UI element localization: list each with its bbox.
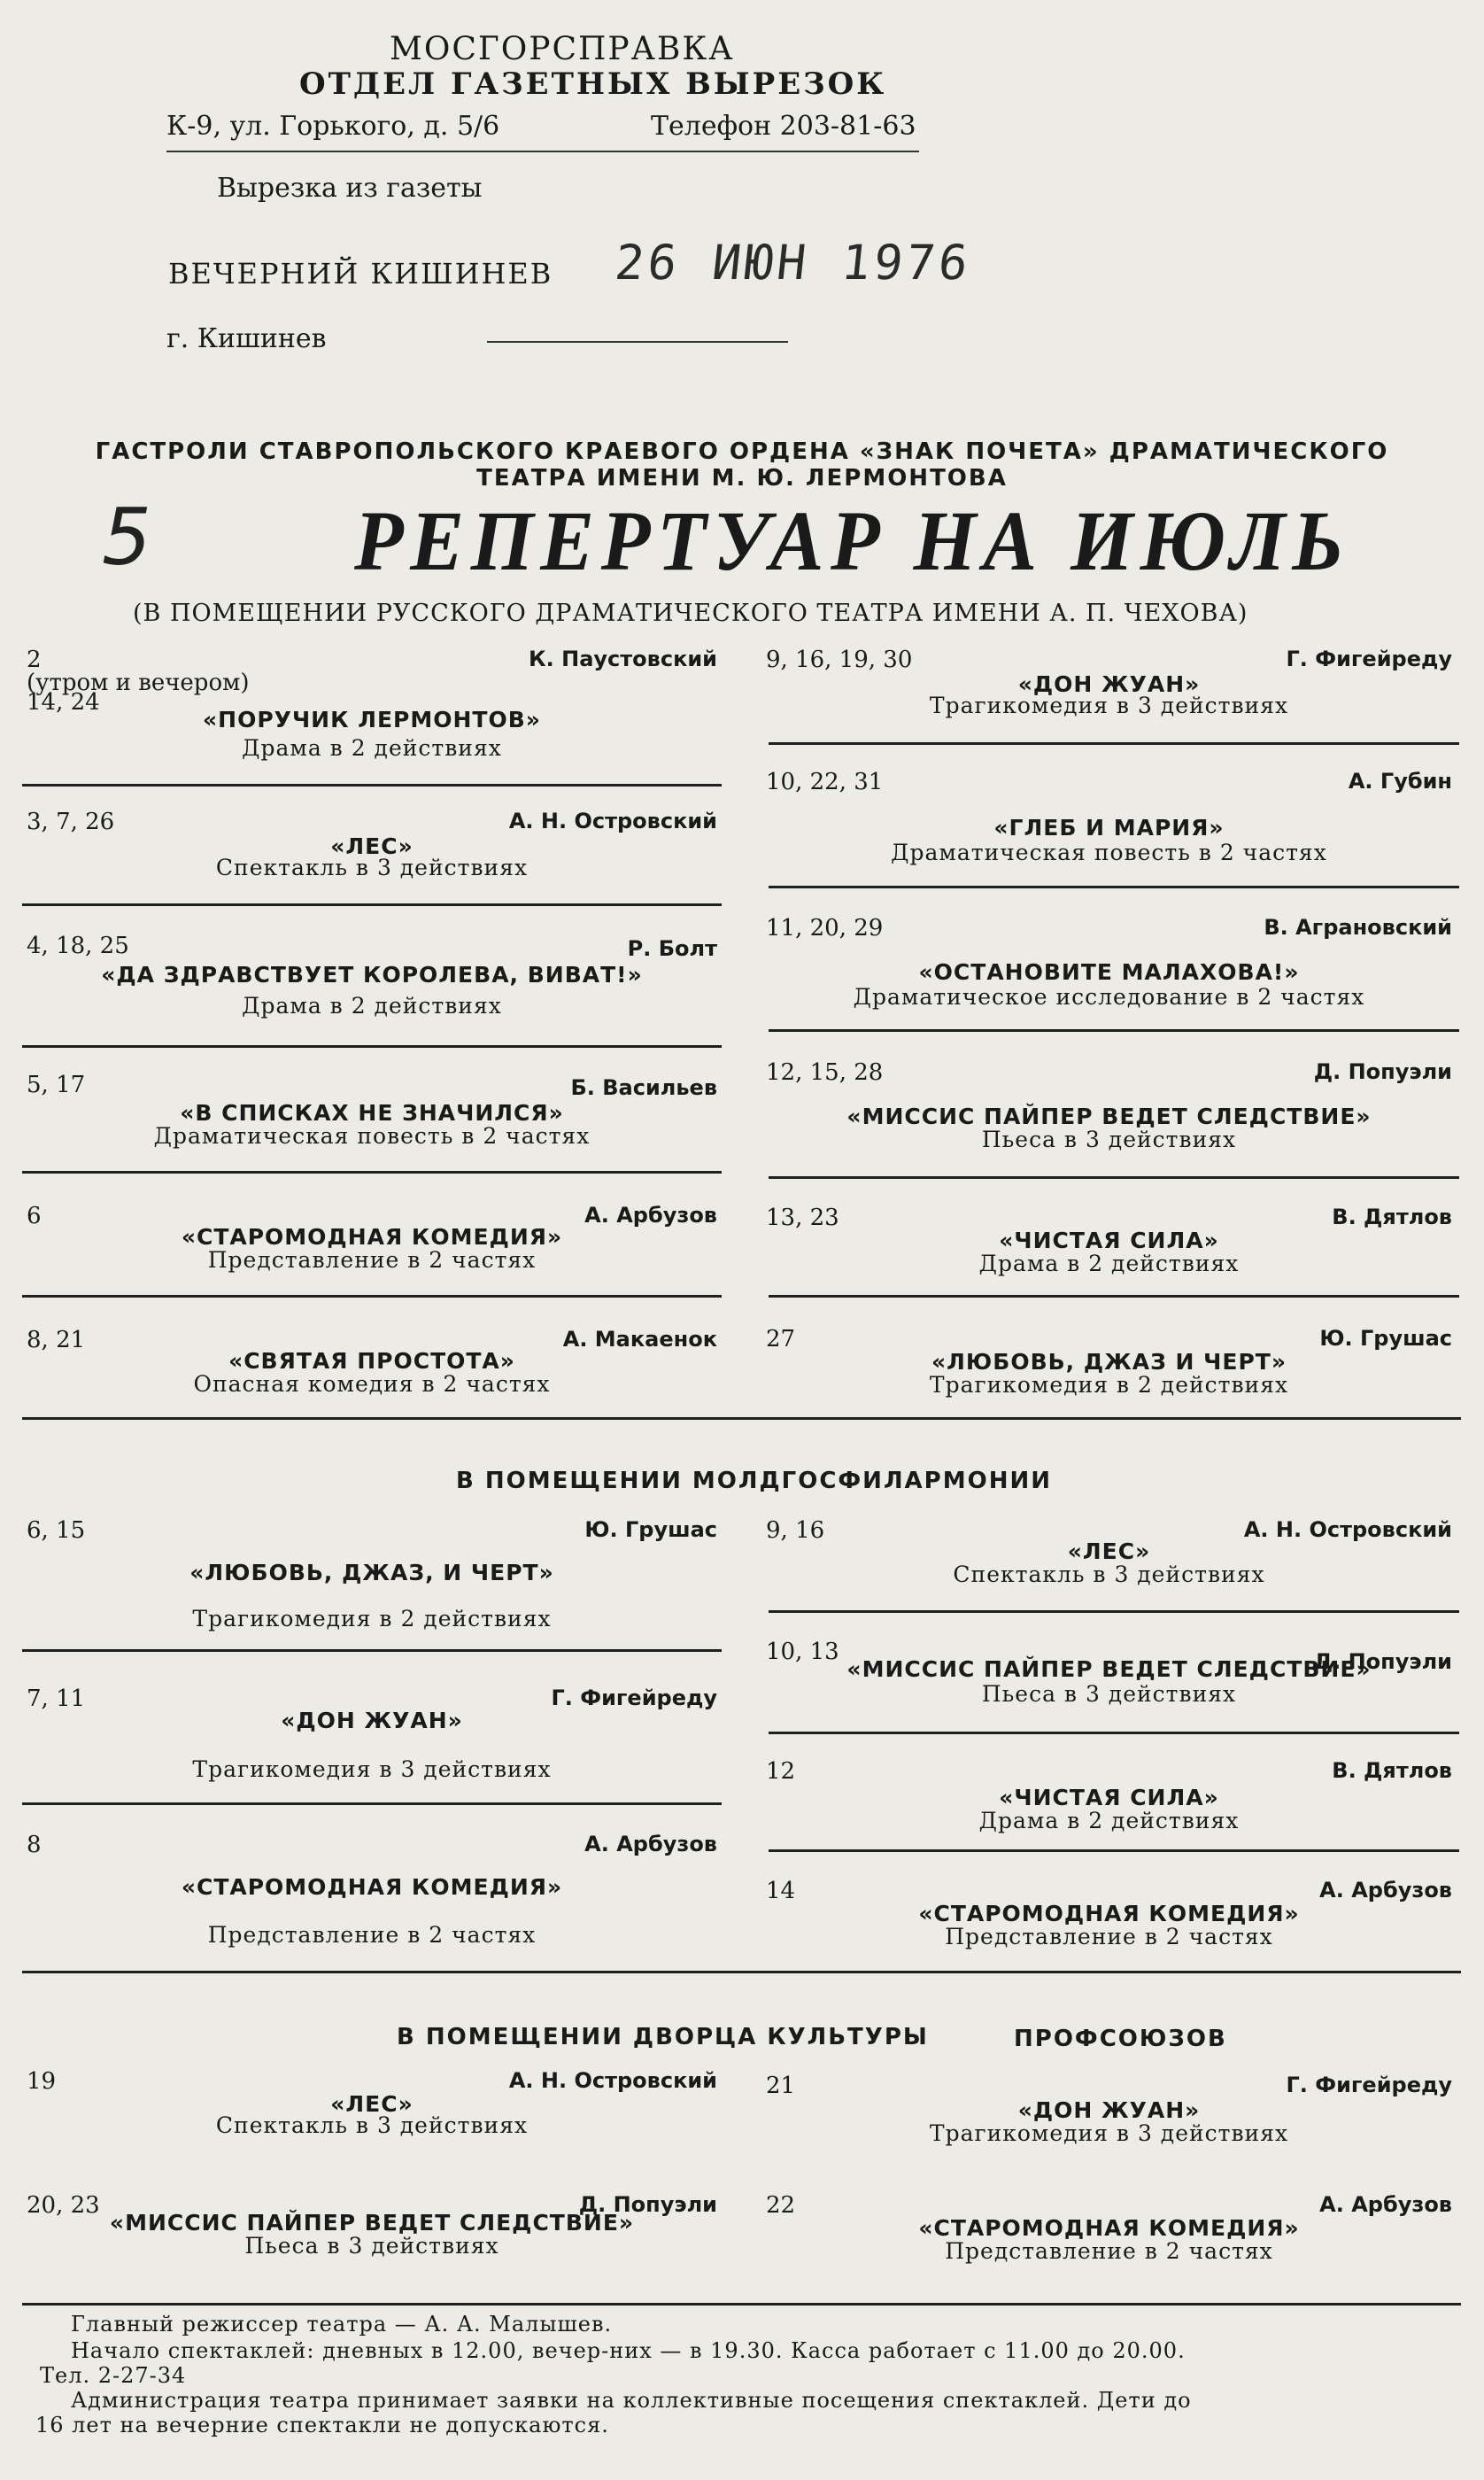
play-title: «ЛЕС» bbox=[1067, 1538, 1151, 1564]
venue-chekhov: (В ПОМЕЩЕНИИ РУССКОГО ДРАМАТИЧЕСКОГО ТЕАТРА ИМЕНИ А. П. ЧЕХОВА) bbox=[133, 600, 1248, 627]
section-divider bbox=[22, 2303, 1461, 2306]
phone: Телефон 203-81-63 bbox=[651, 111, 916, 142]
performance-dates: 22 bbox=[766, 2192, 796, 2219]
performance-dates: 2 bbox=[27, 647, 42, 673]
play-genre: Спектакль в 3 действиях bbox=[215, 855, 529, 880]
org-name: МОСГОРСПРАВКА bbox=[390, 31, 735, 67]
list-item bbox=[27, 2192, 717, 2298]
list-item bbox=[27, 1072, 717, 1178]
play-author: Г. Фигейреду bbox=[1286, 647, 1452, 671]
play-title: «В СПИСКАХ НЕ ЗНАЧИЛСЯ» bbox=[180, 1100, 564, 1126]
performance-dates: 12 bbox=[766, 1758, 796, 1785]
play-author: Д. Попуэли bbox=[1313, 1059, 1452, 1084]
performance-dates: 11, 20, 29 bbox=[766, 915, 884, 942]
play-author: Г. Фигейреду bbox=[551, 1686, 717, 1710]
divider bbox=[22, 1045, 722, 1048]
play-genre: Драматическая повесть в 2 частях bbox=[891, 840, 1327, 865]
performance-dates: 3, 7, 26 bbox=[27, 809, 115, 835]
play-author: А. Арбузов bbox=[584, 1832, 717, 1856]
play-title: «ДОН ЖУАН» bbox=[281, 1708, 463, 1733]
play-genre: Драма в 2 действиях bbox=[242, 735, 502, 761]
divider bbox=[22, 903, 722, 906]
divider bbox=[769, 1732, 1459, 1734]
list-item bbox=[27, 1686, 717, 1792]
performance-dates: 6 bbox=[27, 1203, 42, 1229]
performance-dates: 10, 22, 31 bbox=[766, 769, 884, 795]
play-genre: Представление в 2 частях bbox=[945, 1924, 1273, 1949]
list-item bbox=[766, 2192, 1452, 2298]
play-title: «ЛЕС» bbox=[330, 2091, 414, 2117]
performance-dates: 14 bbox=[766, 1878, 796, 1904]
play-genre: Представление в 2 частях bbox=[207, 1922, 537, 1948]
play-author: В. Дятлов bbox=[1332, 1758, 1452, 1783]
play-author: А. Н. Островский bbox=[1243, 1517, 1452, 1542]
play-genre: Опасная комедия в 2 частях bbox=[193, 1371, 551, 1397]
play-author: Д. Попуэли bbox=[578, 2192, 717, 2217]
play-title: «ОСТАНОВИТЕ МАЛАХОВА!» bbox=[918, 959, 1300, 985]
play-genre: Трагикомедия в 3 действиях bbox=[929, 2120, 1289, 2146]
schedule-line: Начало спектаклей: дневных в 12.00, вечер-них — в 19.30. Касса работает с 11.00 до 20.00. bbox=[71, 2338, 1186, 2363]
play-title: «ДОН ЖУАН» bbox=[1017, 2097, 1201, 2123]
list-item bbox=[27, 647, 717, 788]
play-genre: Драма в 2 действиях bbox=[242, 993, 502, 1019]
tour-line-2: ТЕАТРА ИМЕНИ М. Ю. ЛЕРМОНТОВА bbox=[476, 465, 1008, 492]
performance-dates: 9, 16, 19, 30 bbox=[766, 647, 913, 673]
performance-dates: 12, 15, 28 bbox=[766, 1059, 884, 1086]
performance-dates: 10, 13 bbox=[766, 1639, 839, 1665]
play-title: «СТАРОМОДНАЯ КОМЕДИЯ» bbox=[181, 1874, 563, 1900]
play-title: «ДОН ЖУАН» bbox=[1017, 671, 1201, 697]
list-item bbox=[766, 1639, 1452, 1745]
play-author: К. Паустовский bbox=[529, 647, 717, 671]
play-genre: Драма в 2 действиях bbox=[978, 1808, 1240, 1833]
play-author: А. Губин bbox=[1348, 769, 1452, 794]
section-divider bbox=[22, 1971, 1461, 1973]
list-item bbox=[27, 1203, 717, 1309]
play-author: Р. Болт bbox=[627, 936, 717, 961]
performance-dates: 21 bbox=[766, 2073, 796, 2099]
play-title: «ЛЕС» bbox=[330, 833, 414, 859]
divider bbox=[769, 1849, 1459, 1852]
play-author: Ю. Грушас bbox=[584, 1517, 717, 1542]
play-author: В. Аграновский bbox=[1264, 915, 1452, 940]
performance-dates: 7, 11 bbox=[27, 1686, 86, 1712]
play-author: А. Арбузов bbox=[1319, 1878, 1452, 1903]
notice-line: Администрация театра принимает заявки на коллективные посещения спектаклей. Дети до bbox=[71, 2388, 1192, 2413]
divider bbox=[22, 1171, 722, 1174]
play-author: А. Н. Островский bbox=[508, 809, 717, 833]
play-author: В. Дятлов bbox=[1332, 1205, 1452, 1229]
header-divider bbox=[166, 151, 919, 152]
performance-dates: 9, 16 bbox=[766, 1517, 825, 1544]
play-author: А. Арбузов bbox=[1319, 2192, 1452, 2217]
performance-dates: 6, 15 bbox=[27, 1517, 86, 1544]
play-genre: Представление в 2 частях bbox=[945, 2238, 1273, 2264]
play-genre: Драма в 2 действиях bbox=[978, 1251, 1240, 1276]
venue-palace: В ПОМЕЩЕНИИ ДВОРЦА КУЛЬТУРЫ bbox=[397, 2024, 929, 2050]
play-genre: Трагикомедия в 3 действиях bbox=[192, 1756, 552, 1782]
department-name: ОТДЕЛ ГАЗЕТНЫХ ВЫРЕЗОК bbox=[299, 66, 887, 102]
performance-dates: 5, 17 bbox=[27, 1072, 86, 1098]
performance-dates: 27 bbox=[766, 1326, 796, 1352]
phone-line: Тел. 2-27-34 bbox=[40, 2363, 187, 2388]
performance-dates: 4, 18, 25 bbox=[27, 933, 129, 959]
play-author: Б. Васильев bbox=[570, 1075, 717, 1100]
divider bbox=[769, 1610, 1459, 1613]
play-title: «ДА ЗДРАВСТВУЕТ КОРОЛЕВА, ВИВАТ!» bbox=[101, 962, 643, 988]
play-title: «ЧИСТАЯ СИЛА» bbox=[999, 1785, 1219, 1810]
play-author: Д. Попуэли bbox=[1313, 1649, 1452, 1674]
list-item bbox=[27, 933, 717, 1039]
play-genre: Трагикомедия в 2 действиях bbox=[929, 1372, 1289, 1398]
play-title: «СТАРОМОДНАЯ КОМЕДИЯ» bbox=[918, 2215, 1300, 2241]
divider bbox=[769, 1029, 1459, 1032]
notice-line-cont: 16 лет на вечерние спектакли не допускаются. bbox=[35, 2413, 609, 2437]
play-genre: Пьеса в 3 действиях bbox=[981, 1681, 1237, 1707]
performance-note: (утром и вечером) bbox=[27, 670, 250, 696]
list-item bbox=[766, 915, 1452, 1021]
divider bbox=[769, 886, 1459, 888]
play-title: «ЧИСТАЯ СИЛА» bbox=[999, 1228, 1219, 1253]
handwritten-mark: 5 bbox=[102, 492, 151, 583]
list-item bbox=[766, 1878, 1452, 1984]
play-title: «СТАРОМОДНАЯ КОМЕДИЯ» bbox=[918, 1901, 1300, 1926]
list-item bbox=[766, 1326, 1452, 1432]
play-genre: Спектакль в 3 действиях bbox=[215, 2112, 529, 2138]
play-genre: Трагикомедия в 2 действиях bbox=[192, 1606, 552, 1631]
play-title: «СТАРОМОДНАЯ КОМЕДИЯ» bbox=[181, 1224, 563, 1250]
play-title: «МИССИС ПАЙПЕР ВЕДЕТ СЛЕДСТВИЕ» bbox=[109, 2210, 635, 2236]
list-item bbox=[27, 1832, 717, 1948]
city-underline bbox=[487, 341, 788, 343]
address: К-9, ул. Горького, д. 5/6 bbox=[166, 111, 500, 142]
page-title: РЕПЕРТУАР НА ИЮЛЬ bbox=[354, 493, 1350, 588]
list-item bbox=[766, 2073, 1452, 2179]
divider bbox=[22, 1295, 722, 1298]
performance-dates: 8 bbox=[27, 1832, 42, 1858]
performance-dates-extra: 14, 24 bbox=[27, 689, 100, 716]
list-item bbox=[766, 1059, 1452, 1166]
play-genre: Пьеса в 3 действиях bbox=[244, 2233, 499, 2259]
performance-dates: 8, 21 bbox=[27, 1327, 86, 1353]
list-item bbox=[766, 647, 1452, 753]
performance-dates: 19 bbox=[27, 2068, 57, 2095]
director-line: Главный режиссер театра — А. А. Малышев. bbox=[71, 2312, 613, 2337]
play-title: «ЛЮБОВЬ, ДЖАЗ, И ЧЕРТ» bbox=[189, 1560, 554, 1585]
play-title: «МИССИС ПАЙПЕР ВЕДЕТ СЛЕДСТВИЕ» bbox=[846, 1656, 1372, 1682]
play-genre: Трагикомедия в 3 действиях bbox=[929, 693, 1289, 718]
list-item bbox=[27, 1517, 717, 1631]
play-author: А. Арбузов bbox=[584, 1203, 717, 1228]
play-title: «МИССИС ПАЙПЕР ВЕДЕТ СЛЕДСТВИЕ» bbox=[846, 1104, 1372, 1129]
performance-dates: 20, 23 bbox=[27, 2192, 100, 2219]
play-genre: Представление в 2 частях bbox=[207, 1247, 537, 1273]
list-item bbox=[27, 809, 717, 915]
play-author: А. Макаенок bbox=[562, 1327, 717, 1352]
performance-dates: 13, 23 bbox=[766, 1205, 839, 1231]
play-genre: Драматическая повесть в 2 частях bbox=[153, 1123, 591, 1149]
play-title: «ГЛЕБ И МАРИЯ» bbox=[993, 815, 1225, 841]
play-author: А. Н. Островский bbox=[508, 2068, 717, 2093]
play-genre: Драматическое исследование в 2 частях bbox=[853, 984, 1365, 1010]
play-genre: Спектакль в 3 действиях bbox=[953, 1562, 1265, 1587]
play-author: Г. Фигейреду bbox=[1286, 2073, 1452, 2097]
city: г. Кишинев bbox=[166, 323, 327, 354]
list-item bbox=[766, 769, 1452, 875]
newspaper-name: ВЕЧЕРНИЙ КИШИНЕВ bbox=[168, 257, 553, 291]
venue-philharmonic: В ПОМЕЩЕНИИ МОЛДГОСФИЛАРМОНИИ bbox=[456, 1468, 1052, 1494]
play-author: Ю. Грушас bbox=[1319, 1326, 1452, 1351]
play-title: «ПОРУЧИК ЛЕРМОНТОВ» bbox=[203, 707, 541, 732]
play-title: «ЛЮБОВЬ, ДЖАЗ И ЧЕРТ» bbox=[931, 1349, 1287, 1375]
date-stamp: 26 ИЮН 1976 bbox=[612, 235, 974, 291]
divider bbox=[22, 784, 722, 787]
tour-line-1: ГАСТРОЛИ СТАВРОПОЛЬСКОГО КРАЕВОГО ОРДЕНА «ЗНАК ПОЧЕТА» ДРАМАТИЧЕСКОГО bbox=[95, 438, 1389, 465]
divider bbox=[22, 1802, 722, 1805]
list-item bbox=[766, 1758, 1452, 1864]
divider bbox=[769, 1295, 1459, 1298]
venue-palace-cont: ПРОФСОЮЗОВ bbox=[1014, 2026, 1227, 2052]
divider bbox=[769, 742, 1459, 745]
list-item bbox=[27, 2068, 717, 2174]
play-genre: Пьеса в 3 действиях bbox=[981, 1127, 1237, 1152]
divider bbox=[22, 1649, 722, 1652]
clip-label: Вырезка из газеты bbox=[217, 173, 483, 204]
list-item bbox=[766, 1517, 1452, 1624]
section-divider bbox=[22, 1417, 1461, 1420]
play-title: «СВЯТАЯ ПРОСТОТА» bbox=[228, 1348, 515, 1374]
divider bbox=[769, 1176, 1459, 1179]
